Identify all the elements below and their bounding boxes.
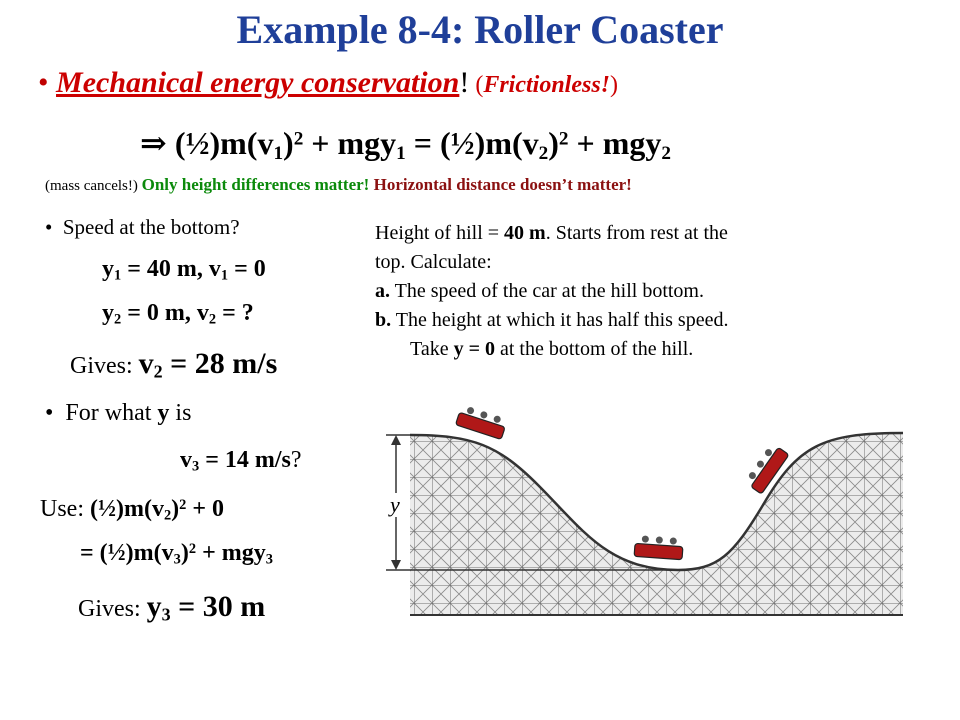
coaster-car-bottom bbox=[634, 535, 683, 560]
y2-part: y bbox=[102, 300, 114, 326]
rider-head bbox=[670, 537, 677, 544]
problem-bold: a. bbox=[375, 280, 390, 302]
eq-sub: 2 bbox=[538, 142, 549, 164]
v3-part: = 14 m/s bbox=[199, 447, 291, 473]
v3-question: ? bbox=[290, 447, 302, 473]
open-paren: ( bbox=[469, 72, 484, 98]
eq-sup: 2 bbox=[558, 128, 569, 150]
y1-values bbox=[102, 256, 266, 285]
use-equation-line1 bbox=[40, 496, 224, 525]
use1-part: + 0 bbox=[186, 496, 225, 522]
y2-part: = ? bbox=[216, 300, 254, 326]
rider-head bbox=[466, 406, 475, 415]
use1-bold bbox=[90, 496, 224, 522]
speed-question-text: Speed at the bottom? bbox=[62, 215, 240, 239]
y2-part: = 0 m, v bbox=[121, 300, 209, 326]
eq-sub: 2 bbox=[661, 142, 671, 164]
use2-sub: 3 bbox=[265, 551, 273, 568]
bullet-energy-conservation bbox=[38, 66, 618, 100]
bullet-dot: • bbox=[38, 66, 49, 99]
problem-line bbox=[375, 306, 728, 335]
problem-line bbox=[375, 277, 728, 306]
use1-sub: 2 bbox=[163, 507, 172, 524]
v2-result bbox=[139, 347, 278, 380]
use2-sup: 2 bbox=[188, 540, 197, 557]
bullet-dot: • bbox=[45, 215, 63, 239]
page-title: Example 8-4: Roller Coaster bbox=[236, 7, 724, 52]
use-equation-line2 bbox=[80, 540, 273, 569]
use2-part: = (½)m(v bbox=[80, 540, 174, 566]
v2-part: v bbox=[138, 347, 154, 380]
problem-text: . Starts from rest at the bbox=[545, 222, 728, 244]
v2-part: = 28 m/s bbox=[162, 347, 278, 380]
use2-part: + mgy bbox=[196, 540, 266, 566]
y1-sub: 1 bbox=[114, 267, 122, 284]
y1-sub: 1 bbox=[220, 267, 229, 284]
implies-icon: ⇒ bbox=[140, 125, 167, 161]
y3-part: = 30 m bbox=[170, 590, 266, 623]
rider-head bbox=[493, 415, 502, 424]
y1-part: = 0 bbox=[228, 256, 266, 282]
car-body bbox=[634, 543, 683, 559]
close-paren: ) bbox=[610, 72, 619, 98]
v3-value bbox=[180, 447, 302, 476]
problem-text: The speed of the car at the hill bottom. bbox=[390, 280, 704, 302]
gives-speed-result bbox=[70, 347, 277, 383]
problem-text: The height at which it has half this speed. bbox=[391, 309, 729, 331]
y1-part: = 40 m, v bbox=[121, 256, 221, 282]
y3-part: y bbox=[146, 590, 162, 623]
y1-part: y bbox=[102, 256, 114, 282]
use1-part: ) bbox=[171, 496, 180, 522]
what-y-part: is bbox=[169, 400, 192, 426]
height-differences-text: Only height differences matter! bbox=[141, 175, 374, 194]
eq-part: ) bbox=[283, 125, 294, 161]
eq-part: ) bbox=[548, 125, 559, 161]
v3-bold bbox=[180, 447, 291, 473]
what-y-part: For what bbox=[65, 400, 158, 426]
use2-part: ) bbox=[180, 540, 189, 566]
eq-part: + mgy bbox=[568, 125, 662, 161]
y3-sub: 3 bbox=[161, 604, 171, 625]
problem-statement bbox=[375, 219, 728, 364]
y-axis-label: y bbox=[390, 492, 400, 517]
mass-cancels-text: (mass cancels!) bbox=[45, 178, 142, 194]
use1-part: (½)m(v bbox=[90, 496, 164, 522]
use1-sup: 2 bbox=[179, 496, 187, 513]
y3-result bbox=[147, 590, 266, 623]
horizontal-distance-text: Horizontal distance doesn’t matter! bbox=[373, 175, 632, 194]
problem-line bbox=[375, 335, 728, 364]
v2-sub: 2 bbox=[153, 361, 163, 382]
mass-note bbox=[45, 175, 632, 195]
v3-sub: 3 bbox=[192, 458, 200, 475]
gives-label: Gives: bbox=[78, 596, 147, 622]
coaster-car-top bbox=[455, 405, 507, 439]
track-structure bbox=[410, 433, 903, 615]
frictionless-text: Frictionless! bbox=[483, 72, 611, 98]
gives-label: Gives: bbox=[70, 353, 139, 379]
y2-sub: 2 bbox=[208, 311, 217, 328]
v3-part: v bbox=[180, 447, 192, 473]
use-label: Use: bbox=[40, 496, 90, 522]
problem-text: Take bbox=[410, 338, 454, 360]
problem-line: top. Calculate: bbox=[375, 251, 492, 273]
mechanical-energy-text: Mechanical energy conservation bbox=[56, 66, 460, 99]
eq-sub: 1 bbox=[273, 142, 284, 164]
gives-height-result bbox=[78, 590, 265, 626]
use2-sub: 3 bbox=[173, 551, 181, 568]
problem-bold: y = 0 bbox=[453, 338, 495, 360]
y2-sub: 2 bbox=[114, 311, 122, 328]
bullet-speed-question bbox=[45, 215, 240, 240]
rider-head bbox=[479, 411, 488, 420]
rider-head bbox=[656, 536, 663, 543]
eq-part: + mgy bbox=[303, 125, 397, 161]
eq-part: = (½)m(v bbox=[405, 125, 539, 161]
problem-bold: 40 m bbox=[504, 222, 546, 244]
problem-line bbox=[375, 219, 728, 248]
bullet-what-y bbox=[45, 400, 191, 427]
eq-sup: 2 bbox=[293, 128, 304, 150]
y2-values bbox=[102, 300, 254, 329]
roller-coaster-diagram bbox=[378, 405, 908, 620]
what-y-var: y bbox=[157, 400, 170, 426]
height-arrow-up-icon bbox=[391, 435, 401, 445]
rider-head bbox=[642, 535, 649, 542]
problem-text: Height of hill = bbox=[375, 222, 505, 244]
bullet-dot: • bbox=[45, 400, 66, 426]
problem-text: at the bottom of the hill. bbox=[494, 338, 694, 360]
bang-text: ! bbox=[459, 66, 470, 99]
height-arrow-down-icon bbox=[391, 560, 401, 570]
problem-bold: b. bbox=[375, 309, 392, 331]
eq-sub: 1 bbox=[396, 142, 406, 164]
eq-part: (½)m(v bbox=[166, 125, 274, 161]
energy-equation bbox=[140, 124, 671, 165]
